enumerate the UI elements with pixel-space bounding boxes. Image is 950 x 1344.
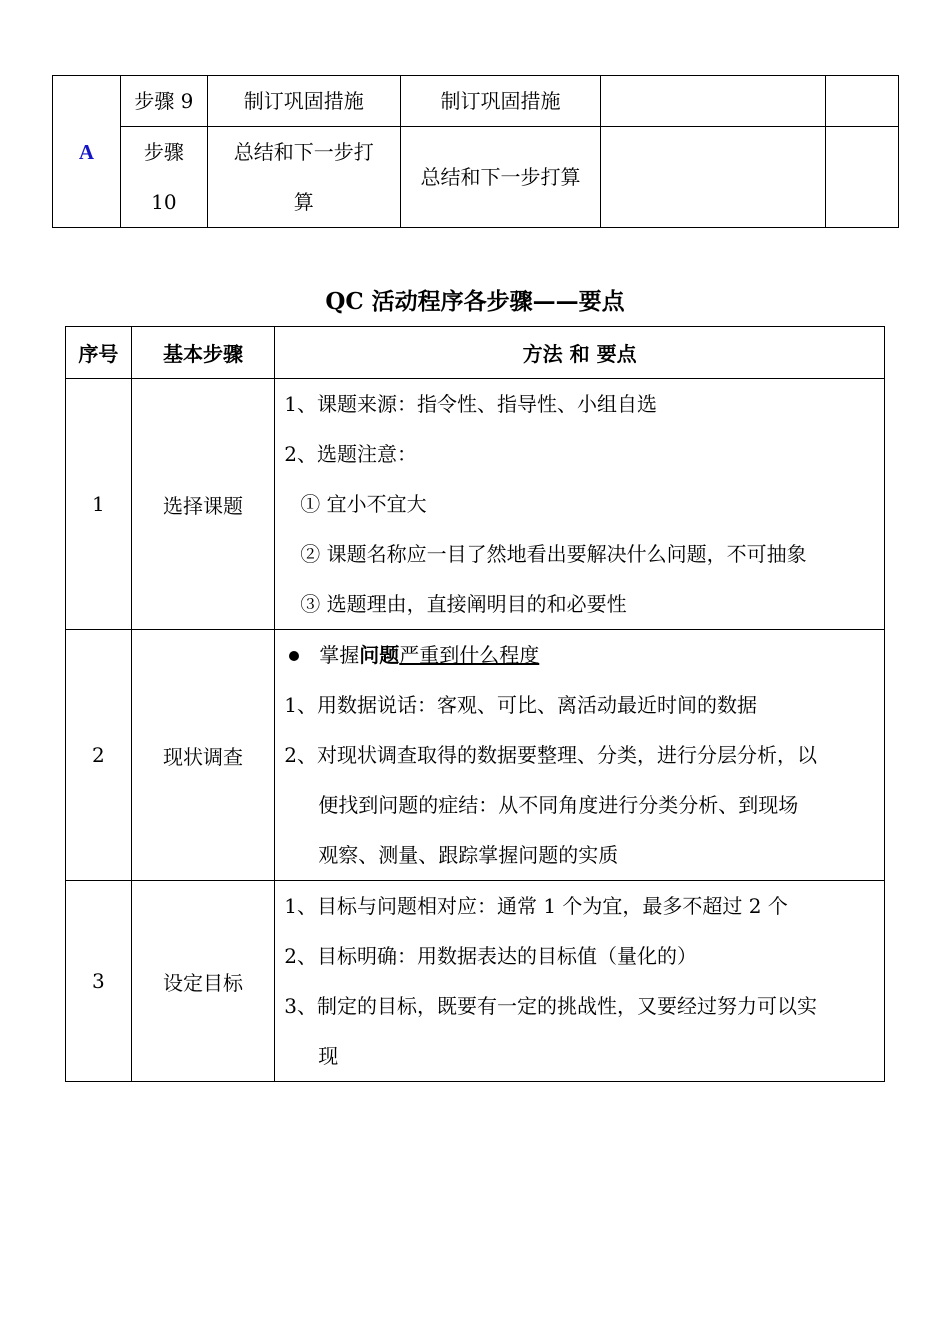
- row-method: [275, 881, 885, 1082]
- row-method: [275, 630, 885, 881]
- method-line: 1、目标与问题相对应：通常 1 个为宜，最多不超过 2 个: [284, 894, 788, 918]
- method-line: ① 宜小不宜大: [300, 492, 427, 516]
- bullet-icon: [289, 651, 299, 661]
- method-line: ③ 选题理由，直接阐明目的和必要性: [300, 592, 627, 616]
- step-name-line: 总结和下一步打: [233, 140, 374, 164]
- row-number: 1: [66, 379, 132, 630]
- row-step: 设定目标: [131, 881, 274, 1082]
- step-cell: [120, 127, 207, 228]
- method-line: 3、制定的目标，既要有一定的挑战性，又要经过努力可以实: [284, 994, 817, 1018]
- method-line: 便找到问题的症结：从不同角度进行分类分析、到现场: [318, 793, 799, 817]
- bullet-line: [284, 630, 878, 680]
- bullet-underline: 严重到什么程度: [399, 643, 540, 667]
- row-number: 3: [66, 881, 132, 1082]
- empty-cell: [826, 76, 899, 127]
- row-number: 2: [66, 630, 132, 881]
- method-line: 2、选题注意：: [284, 442, 417, 466]
- step-content-cell: 制订巩固措施: [400, 76, 601, 127]
- step-name-cell: [207, 127, 400, 228]
- method-line: ② 课题名称应一目了然地看出要解决什么问题，不可抽象: [300, 542, 807, 566]
- step-line: 10: [151, 190, 177, 214]
- method-line: 2、对现状调查取得的数据要整理、分类，进行分层分析，以: [284, 743, 817, 767]
- qc-steps-table: [65, 326, 885, 1082]
- header-no: 序号: [66, 327, 132, 379]
- step-content-cell: 总结和下一步打算: [400, 127, 601, 228]
- step-cell: 步骤 9: [120, 76, 207, 127]
- table-row: [66, 379, 885, 630]
- table-row: [66, 630, 885, 881]
- header-method: 方法 和 要点: [275, 327, 885, 379]
- method-line: 观察、测量、跟踪掌握问题的实质: [318, 843, 619, 867]
- top-table: [52, 75, 899, 228]
- row-step: 现状调查: [131, 630, 274, 881]
- empty-cell: [601, 127, 826, 228]
- header-step: 基本步骤: [131, 327, 274, 379]
- method-line: 2、目标明确：用数据表达的目标值（量化的）: [284, 944, 697, 968]
- row-method: [275, 379, 885, 630]
- step-name-cell: 制订巩固措施: [207, 76, 400, 127]
- step-name-line: 算: [293, 190, 314, 214]
- method-line: 1、课题来源：指令性、指导性、小组自选: [284, 392, 657, 416]
- empty-cell: [826, 127, 899, 228]
- table-row: [66, 881, 885, 1082]
- empty-cell: [601, 76, 826, 127]
- bullet-prefix: 掌握: [319, 643, 360, 667]
- page-title: QC 活动程序各步骤——要点: [325, 288, 625, 315]
- step-line: 步骤: [143, 140, 184, 164]
- row-step: 选择课题: [131, 379, 274, 630]
- method-line: 现: [318, 1044, 339, 1068]
- bullet-bold: 问题: [359, 643, 400, 667]
- group-label: A: [53, 76, 121, 228]
- method-line: 1、用数据说话：客观、可比、离活动最近时间的数据: [284, 693, 757, 717]
